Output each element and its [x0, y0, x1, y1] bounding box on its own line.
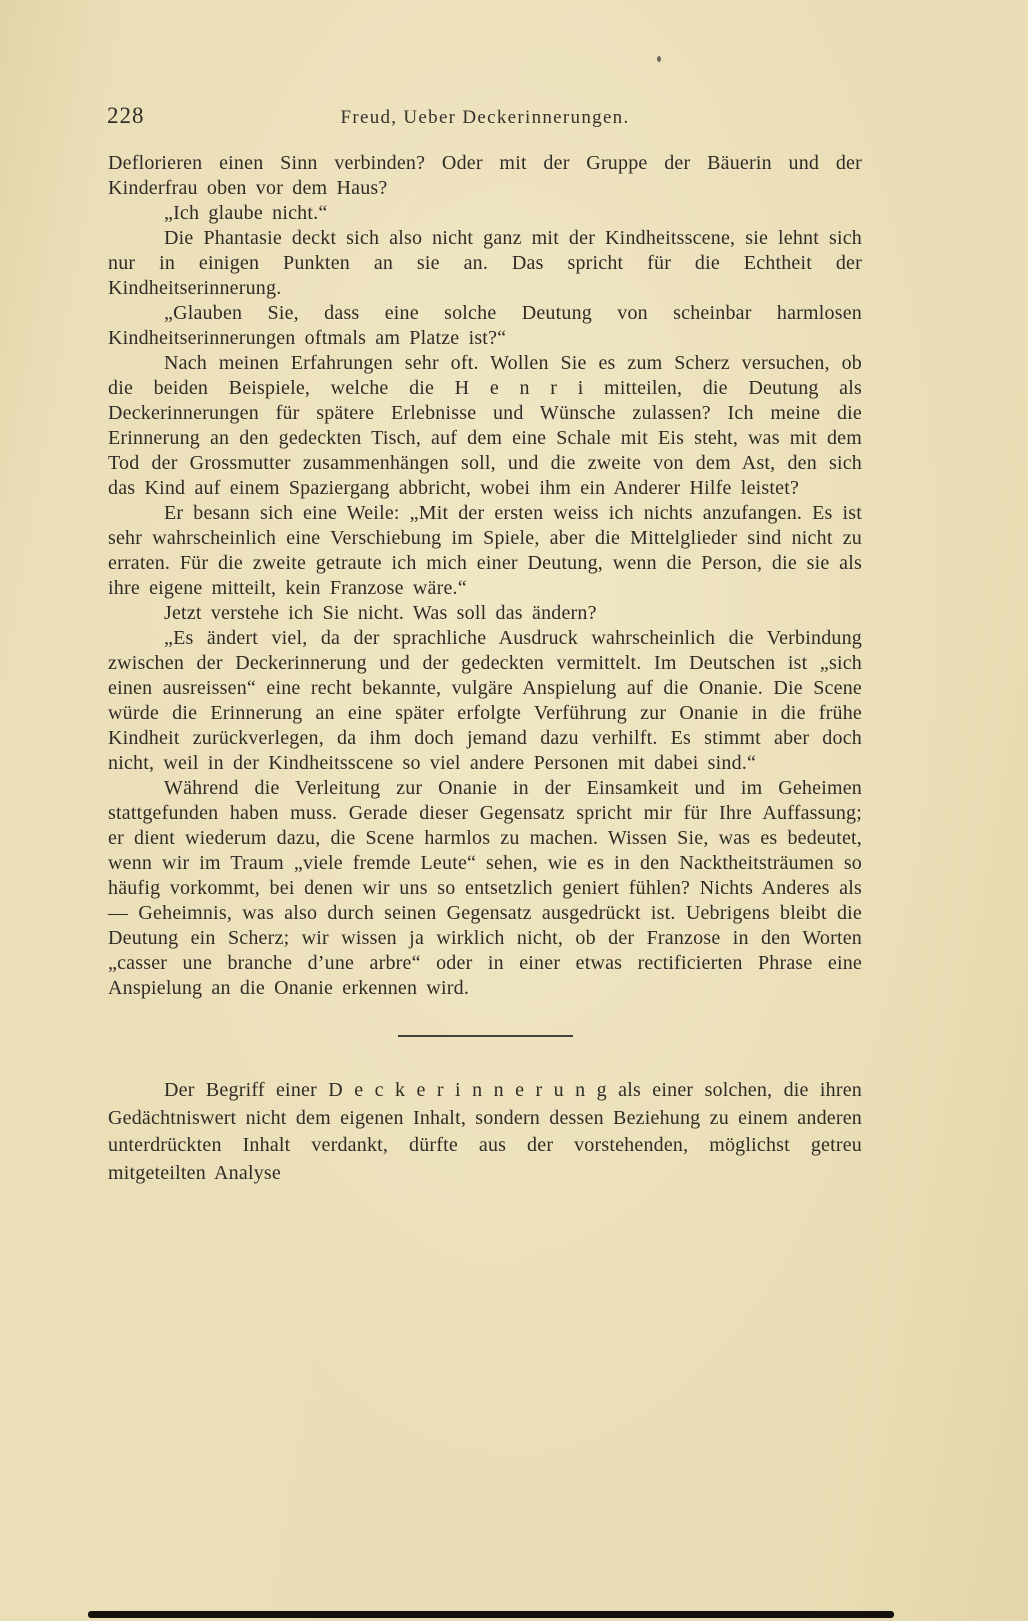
page-number: 228: [107, 103, 145, 128]
paragraph: „Glauben Sie, dass eine solche Deutung von scheinbar harmlosen Kindheitserinnerungen oftmals am Platze ist?“: [108, 302, 862, 349]
paragraph: Der Begriff einer D e c k e r i n n e r u n g als einer solchen, die ihren Gedächtniswert nicht dem eigenen Inhalt, sondern dessen Beziehung zu einem anderen unterdrückten Inhalt verdankt, dürfte aus der vorstehenden, möglichst getreu mitgeteilten Analyse: [108, 1079, 862, 1184]
paragraph: Die Phantasie deckt sich also nicht ganz mit der Kindheitsscene, sie lehnt sich nur in einigen Punkten an sie an. Das spricht für die Echtheit der Kindheitserinnerung.: [108, 227, 862, 299]
paragraph: Deflorieren einen Sinn verbinden? Oder mit der Gruppe der Bäuerin und der Kinderfrau oben vor dem Haus?: [108, 152, 862, 199]
closing-paragraph-block: [108, 1077, 862, 1187]
paragraph: Er besann sich eine Weile: „Mit der ersten weiss ich nichts anzufangen. Es ist sehr wahrscheinlich eine Verschiebung im Spiele, aber die Mittelglieder sind nicht zu erraten. Für die zweite getraute ich mich einer Deutung, wenn die Person, die sie als ihre eigene mitteilt, kein Franzose wäre.“: [108, 502, 862, 599]
section-divider: [398, 1035, 573, 1037]
paragraph: Nach meinen Erfahrungen sehr oft. Wollen Sie es zum Scherz versuchen, ob die beiden Beispiele, welche die H e n r i mitteilen, die Deutung als Deckerinnerungen für spätere Erlebnisse und Wünsche zulassen? Ich meine die Erinnerung an den gedeckten Tisch, auf dem eine Schale mit Eis steht, was mit dem Tod der Grossmutter zusammenhängen soll, und die zweite von dem Ast, den sich das Kind auf einem Spaziergang abbricht, wobei ihm ein Anderer Hilfe leistet?: [108, 352, 862, 499]
paragraph: Während die Verleitung zur Onanie in der Einsamkeit und im Geheimen stattgefunden haben muss. Gerade dieser Gegensatz spricht mir für Ihre Auffassung; er dient wiederum dazu, die Scene harmlos zu machen. Wissen Sie, was es bedeutet, wenn wir im Traum „viele fremde Leute“ sehen, wie es in den Nacktheitsträumen so häufig vorkommt, bei denen wir uns so entsetzlich geniert fühlen? Nichts Anderes als — Geheimnis, was also durch seinen Gegensatz ausgedrückt ist. Uebrigens bleibt die Deutung ein Scherz; wir wissen ja wirklich nicht, ob der Franzose in den Worten „casser une branche d’une arbre“ oder in einer etwas rectificierten Phrase eine Anspielung an die Onanie erkennen wird.: [108, 777, 862, 999]
running-header: Freud, Ueber Deckerinnerungen.: [340, 107, 630, 128]
paragraph: „Ich glaube nicht.“: [164, 202, 328, 224]
paragraph: Jetzt verstehe ich Sie nicht. Was soll das ändern?: [164, 602, 597, 624]
paragraph: „Es ändert viel, da der sprachliche Ausdruck wahrscheinlich die Verbindung zwischen der Deckerinnerung und der gedeckten vermittelt. Im Deutschen ist „sich einen ausreissen“ eine recht bekannte, vulgäre Anspielung auf die Onanie. Die Scene würde die Erinnerung an eine später erfolgte Verführung zur Onanie in die frühe Kindheit zurückverlegen, da ihm doch jemand dazu verhilft. Es stimmt aber doch nicht, weil in der Kindheitsscene so viel andere Personen mit dabei sind.“: [108, 627, 862, 774]
ink-dot-artifact: [657, 56, 661, 62]
text-block: [108, 151, 862, 1187]
scan-edge-artifact: [88, 1611, 894, 1618]
